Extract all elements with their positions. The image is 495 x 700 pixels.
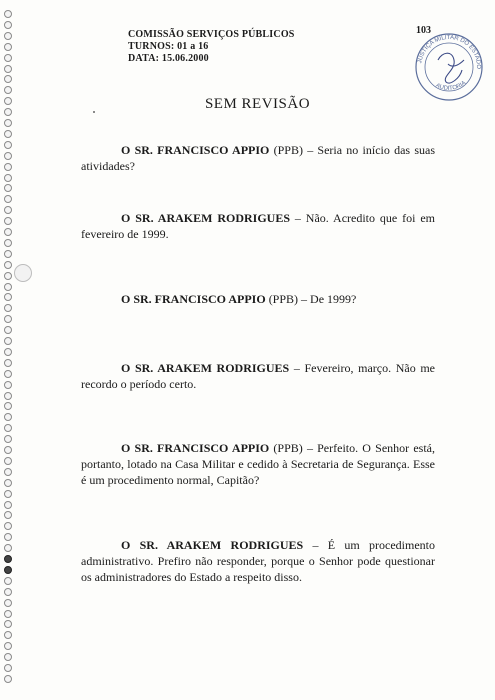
binder-hole: [4, 479, 12, 487]
speech-text: – É um procedimento administrativo. Prefiro não responder, porque o Senhor pode questionar os administradores do Estado a respeito disso.: [81, 538, 436, 584]
binder-hole: [4, 642, 12, 650]
binder-hole: [4, 610, 12, 618]
dialogue-paragraph: [81, 291, 435, 307]
binder-hole: [4, 217, 12, 225]
binder-hole: [4, 119, 12, 127]
binder-hole: [4, 250, 12, 258]
dialogue-paragraph: [81, 360, 435, 392]
speaker-name: O SR. FRANCISCO APPIO: [121, 441, 270, 455]
binder-hole: [4, 566, 12, 574]
binder-hole: [4, 86, 12, 94]
binder-hole: [4, 392, 12, 400]
binder-hole: [4, 370, 12, 378]
binder-hole: [4, 163, 12, 171]
binder-hole: [4, 653, 12, 661]
binder-hole: [4, 402, 12, 410]
binder-hole: [4, 293, 12, 301]
binder-hole: [4, 490, 12, 498]
binder-hole: [4, 533, 12, 541]
speaker-party: (PPB): [268, 292, 299, 306]
date-line: DATA: 15.06.2000: [128, 53, 209, 64]
commission-name: COMISSÃO SERVIÇOS PÚBLICOS: [128, 29, 295, 40]
binder-hole: [4, 21, 12, 29]
binder-hole: [4, 359, 12, 367]
binder-hole: [4, 315, 12, 323]
speaker-name: O SR. FRANCISCO APPIO: [121, 292, 266, 306]
binder-hole: [4, 75, 12, 83]
binder-hole: [4, 675, 12, 683]
binder-hole: [4, 239, 12, 247]
binder-hole: [4, 446, 12, 454]
binder-hole: [4, 32, 12, 40]
page-title: SEM REVISÃO: [204, 96, 311, 112]
speech-text: – Perfeito. O Senhor está, portanto, lotado na Casa Militar e cedido à Secretaria de Segurança. Esse é um procedimento normal, Capitão?: [81, 441, 435, 487]
binder-hole: [4, 326, 12, 334]
speaker-name: O SR. ARAKEM RODRIGUES: [121, 211, 291, 225]
seal-stamp: [412, 30, 486, 104]
turnos-line: TURNOS: 01 a 16: [128, 41, 209, 52]
svg-text:AUDITORIA: AUDITORIA: [434, 80, 468, 92]
dialogue-paragraph: [81, 210, 435, 242]
binder-hole: [4, 664, 12, 672]
binder-hole: [4, 130, 12, 138]
binder-hole: [4, 43, 12, 51]
binder-hole: [4, 381, 12, 389]
speaker-name: O SR. FRANCISCO APPIO: [121, 143, 270, 157]
binder-hole: [4, 588, 12, 596]
speech-text: – Fevereiro, março. Não me recordo o período certo.: [81, 361, 435, 391]
binder-hole: [4, 304, 12, 312]
binder-hole: [4, 283, 12, 291]
speech-text: – Seria no início das suas atividades?: [81, 143, 435, 173]
binder-hole: [4, 577, 12, 585]
binder-hole: [4, 195, 12, 203]
dialogue-paragraph: [81, 537, 435, 585]
binder-hole: [4, 65, 12, 73]
binder-hole: [4, 337, 12, 345]
binder-hole: [4, 141, 12, 149]
binder-hole: [4, 228, 12, 236]
binder-hole: [4, 10, 12, 18]
speaker-party: (PPB): [273, 441, 303, 455]
binder-hole: [4, 457, 12, 465]
margin-mark: [93, 111, 95, 113]
binder-hole: [4, 501, 12, 509]
binder-hole: [4, 272, 12, 280]
speaker-party: (PPB): [273, 143, 303, 157]
binder-hole: [4, 424, 12, 432]
svg-text:JUSTIÇA MILITAR DO ESTADO: JUSTIÇA MILITAR DO ESTADO: [417, 34, 482, 70]
binder-hole: [4, 261, 12, 269]
binder-hole: [4, 631, 12, 639]
binder-hole: [4, 435, 12, 443]
binder-hole: [4, 522, 12, 530]
binder-hole: [4, 184, 12, 192]
binder-hole: [4, 555, 12, 563]
dialogue-paragraph: [81, 440, 435, 488]
binder-hole: [4, 468, 12, 476]
speaker-name: O SR. ARAKEM RODRIGUES: [121, 538, 304, 552]
binder-hole: [4, 511, 12, 519]
dialogue-paragraph: [81, 142, 435, 174]
speech-text: – De 1999?: [301, 292, 357, 306]
binder-hole: [4, 174, 12, 182]
binder-hole: [4, 413, 12, 421]
binder-hole: [4, 152, 12, 160]
punch-hole: [14, 264, 32, 282]
binder-hole: [4, 544, 12, 552]
speech-text: – Não. Acredito que foi em fevereiro de 1999.: [81, 211, 435, 241]
binder-hole: [4, 206, 12, 214]
binder-hole: [4, 348, 12, 356]
binder-hole: [4, 54, 12, 62]
speaker-name: O SR. ARAKEM RODRIGUES: [121, 361, 290, 375]
binder-hole: [4, 620, 12, 628]
binder-hole: [4, 599, 12, 607]
page-number: 103: [416, 25, 431, 36]
document-header: [128, 29, 295, 65]
